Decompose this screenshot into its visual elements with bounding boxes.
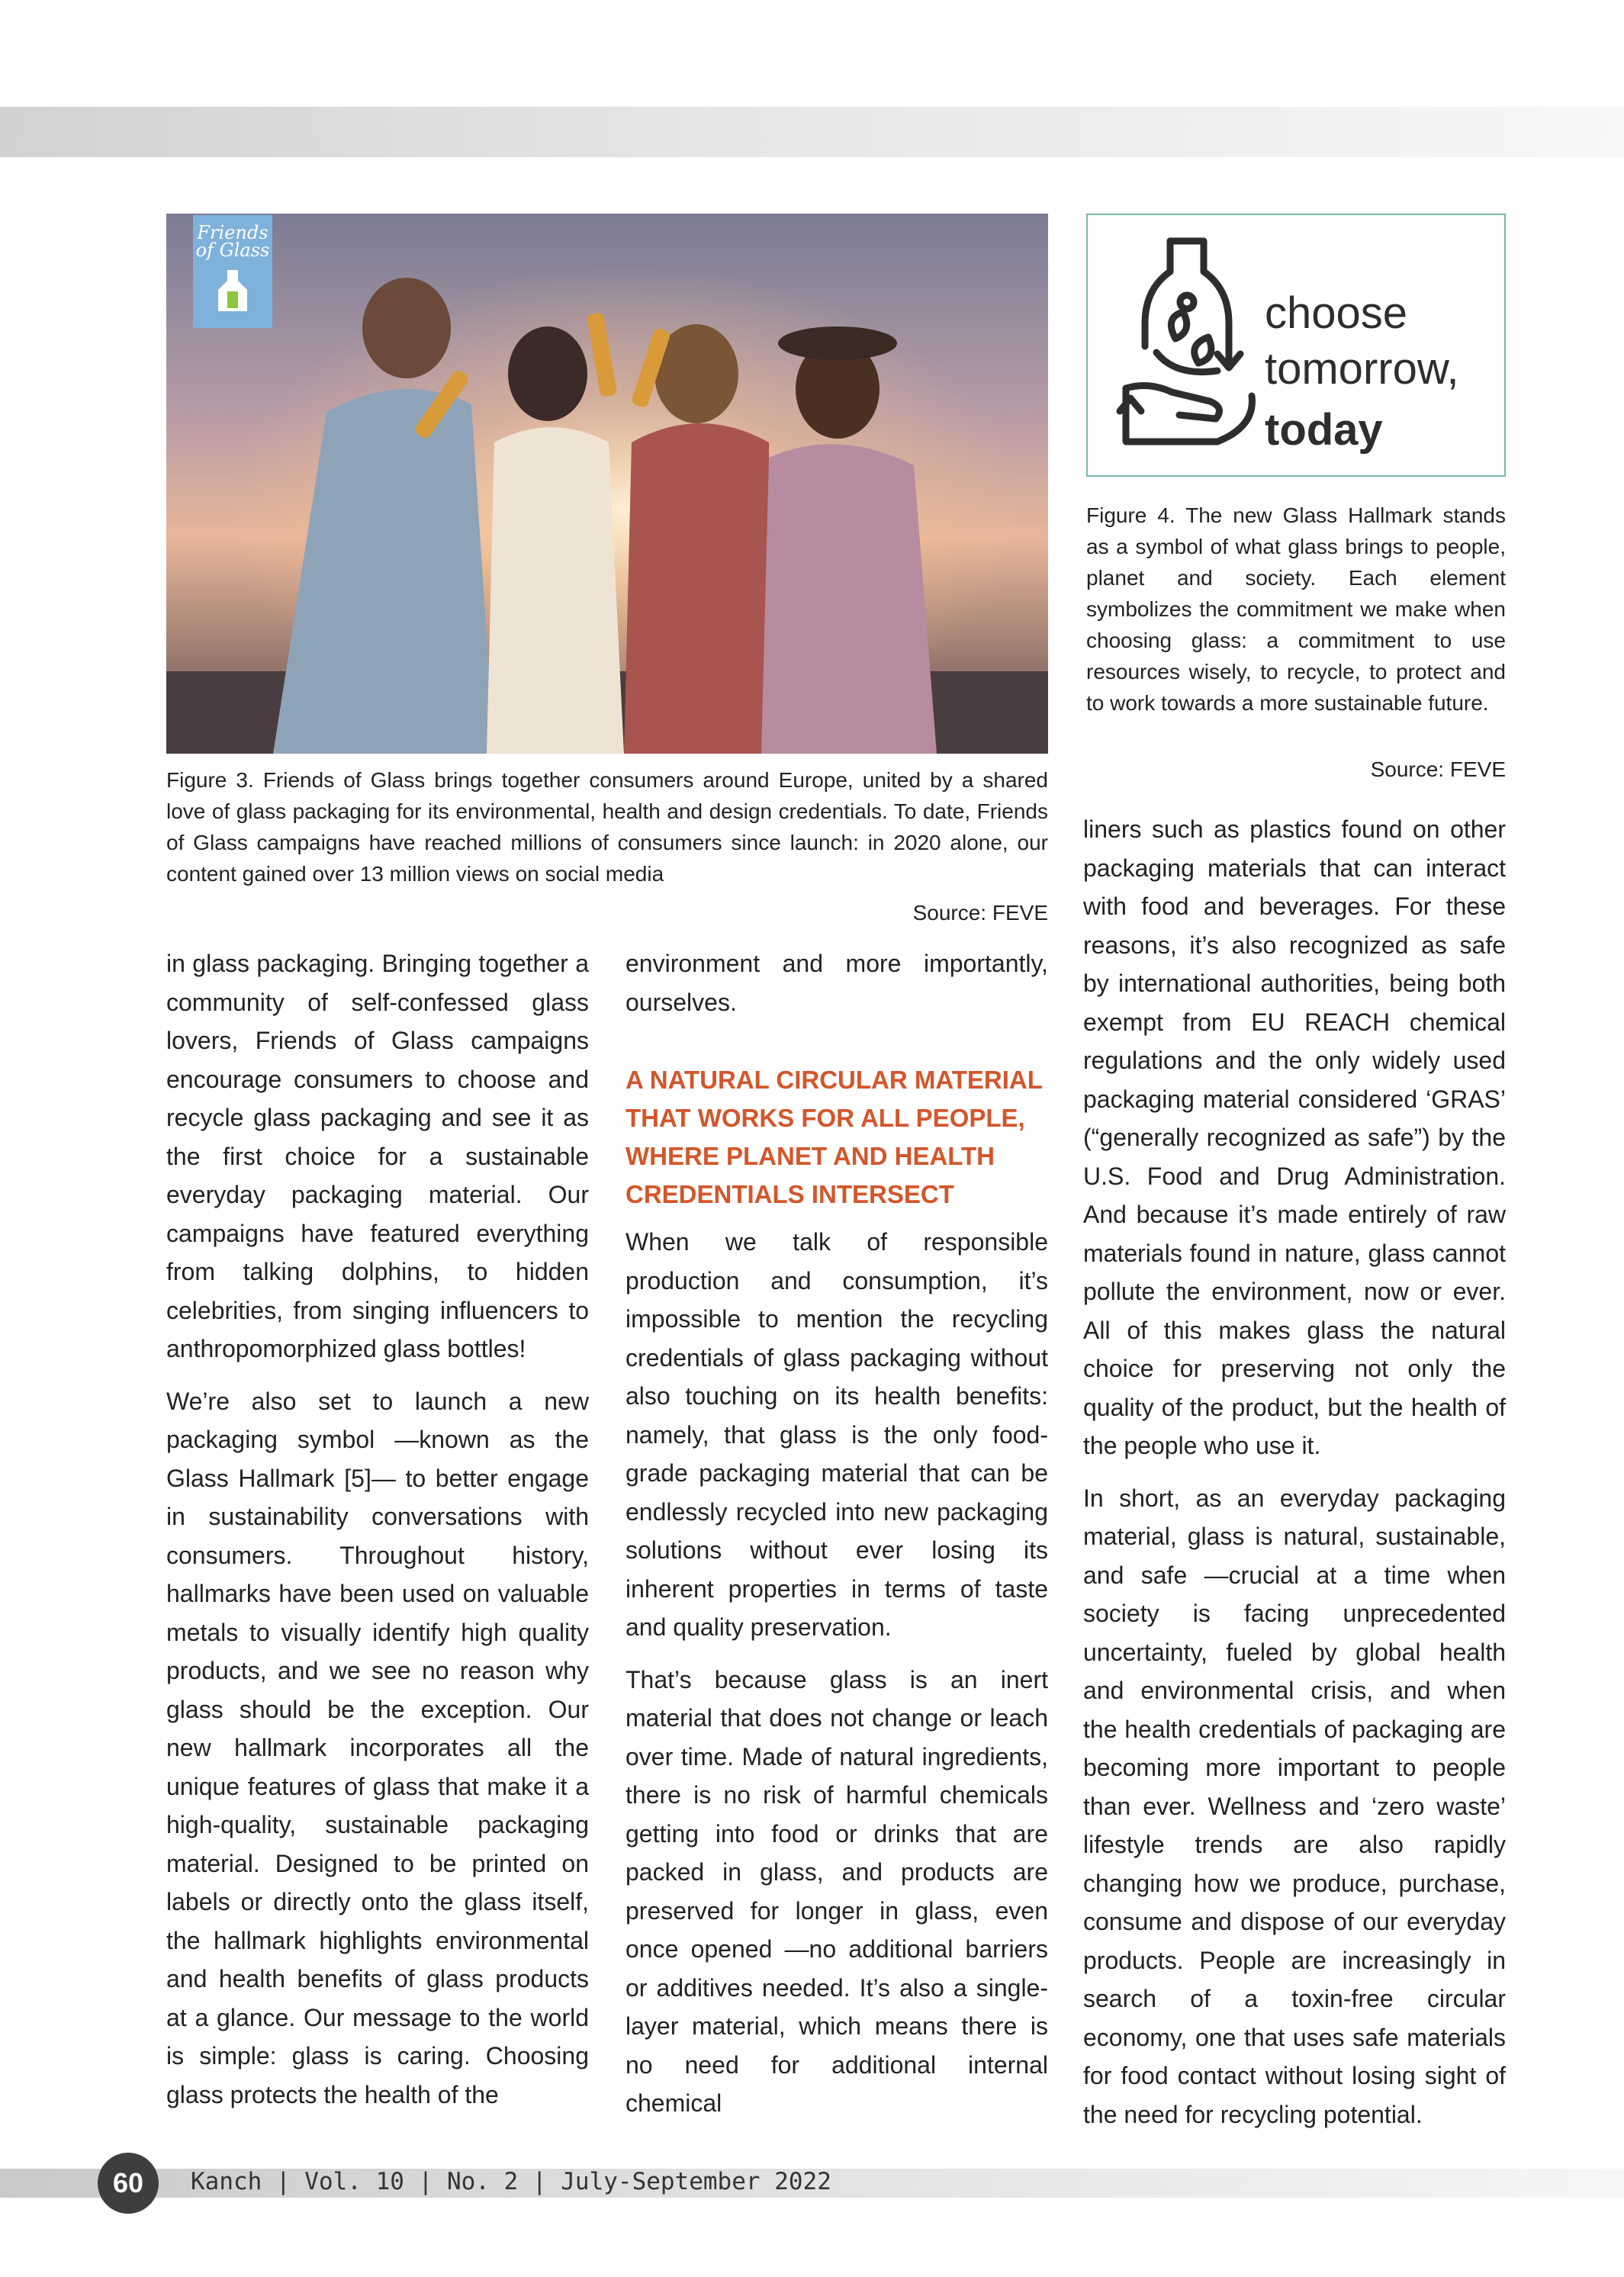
article-column-3 <box>1083 810 1506 2147</box>
paragraph: environment and more importantly, ourselves. <box>625 950 1048 1016</box>
section-heading: A NATURAL CIRCULAR MATERIAL THAT WORKS FOR ALL PEOPLE, WHERE PLANET AND HEALTH CREDENTIALS INTERSECT <box>625 1066 1043 1208</box>
page-number: 60 <box>98 2153 159 2214</box>
paragraph: When we talk of responsible production and consumption, it’s impossible to mention the recycling credentials of glass packaging without also touching on its health benefits: namely, that glass is the only food-grade packaging material that can be endlessly recycled into new packaging solutions without ever losing its inherent properties in terms of taste and quality preservation. <box>625 1228 1048 1641</box>
figure4-caption: Figure 4. The new Glass Hallmark stands as a symbol of what glass brings to people, planet and society. Each element symbolizes the commitment we make when choosing glass: a commitment to use resources wisely, to recycle, to protect and to work towards a more sustainable future. <box>1086 503 1506 715</box>
hallmark-line1: choose <box>1265 288 1408 338</box>
paragraph: That’s because glass is an inert material that does not change or leach over time. Made of natural ingredients, there is no risk of harmful chemicals getting into food or drinks that are packed in glass, and products are preserved for longer in glass, even once opened —no additional barriers or additives needed. It’s also a single-layer material, which means there is no need for additional internal chemical <box>625 1665 1048 2117</box>
glass-hallmark-logo <box>1086 214 1506 477</box>
article-column-1 <box>166 944 589 2127</box>
journal-info: Kanch | Vol. 10 | No. 2 | July-September 2022 <box>191 2168 831 2195</box>
friends-of-glass-photo <box>166 214 1048 754</box>
bottle-icon <box>214 269 252 313</box>
figure3-source: Source: FEVE <box>912 901 1048 925</box>
article-column-2 <box>625 944 1048 2137</box>
photo-illustration <box>166 214 1048 754</box>
hallmark-bottle-hand-icon <box>1103 232 1271 461</box>
header-band <box>0 107 1624 157</box>
friends-of-glass-badge <box>193 215 272 328</box>
badge-text: Friends of Glass <box>195 222 270 261</box>
paragraph: in glass packaging. Bringing together a community of self-confessed glass lovers, Friends of Glass campaigns encourage consumers to choose and recycle glass packaging and see it as the first choice for a sustainable everyday packaging material. Our campaigns have featured everything from talking dolphins, to hidden celebrities, from singing influencers to anthropomorphized glass bottles! <box>166 950 589 1362</box>
paragraph: We’re also set to launch a new packaging symbol —known as the Glass Hallmark [5]— to better engage in sustainability conversations with consumers. Throughout history, hallmarks have been used on valuable metals to visually identify high quality products, and we see no reason why glass should be the exception. Our new hallmark incorporates all the unique features of glass that make it a high-quality, sustainable packaging material. Designed to be printed on labels or directly onto the glass itself, the hallmark highlights environmental and health benefits of glass products at a glance. Our message to the world is simple: glass is caring. Choosing glass protects the health of the <box>166 1387 589 2108</box>
figure3-caption: Figure 3. Friends of Glass brings together consumers around Europe, united by a shared love of glass packaging for its environmental, health and design credentials. To date, Friends of Glass campaigns have reached millions of consumers since launch: in 2020 alone, our content gained over 13 million views on social media <box>166 768 1048 886</box>
paragraph: In short, as an everyday packaging material, glass is natural, sustainable, and safe —crucial at a time when society is facing unprecedented uncertainty, fueled by global health and environmental crisis, and when the health credentials of packaging are becoming more important to people than ever. Wellness and ‘zero waste’ lifestyle trends are also rapidly changing how we produce, purchase, consume and dispose of our everyday products. People are increasingly in search of a toxin-free circular economy, one that uses safe materials for food contact without losing sight of the need for recycling potential. <box>1083 1484 1506 2128</box>
hallmark-line2: tomorrow, <box>1265 344 1459 394</box>
paragraph: liners such as plastics found on other packaging materials that can interact with food and beverages. For these reasons, it’s also recognized as safe by international authorities, being both exempt from EU REACH chemical regulations and the only widely used packaging material considered ‘GRAS’ (“generally recognized as safe”) by the U.S. Food and Drug Administration. And because it’s made entirely of raw materials found in nature, glass cannot pollute the environment, now or ever. All of this makes glass the natural choice for preserving not only the quality of the product, but the health of the people who use it. <box>1083 815 1506 1459</box>
hallmark-line3: today <box>1265 405 1383 455</box>
figure4-source: Source: FEVE <box>1370 757 1506 781</box>
